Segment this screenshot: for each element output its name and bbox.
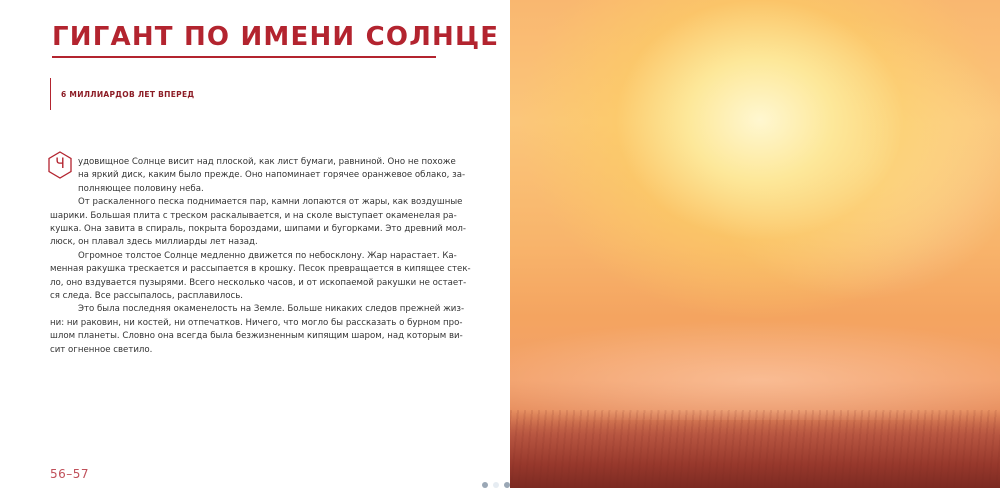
text-line: полняющее половину неба. (78, 183, 204, 194)
text-line: шлом планеты. Словно она всегда была безжизненным кипящим шаром, над которым ви- (50, 331, 463, 342)
carousel-dot[interactable] (482, 482, 488, 488)
title-underline (52, 56, 436, 58)
dropcap-letter: Ч (55, 156, 65, 172)
carousel-dot-active[interactable] (493, 482, 499, 488)
text-line: От раскаленного песка поднимается пар, камни лопаются от жары, как воздушные (78, 197, 463, 208)
page-number: 56–57 (50, 467, 90, 481)
illustration-sun-desert (510, 0, 1000, 488)
text-line: сит огненное светило. (50, 344, 153, 355)
text-line: менная ракушка трескается и рассыпается в крошку. Песок превращается в кипящее стек- (50, 264, 471, 275)
text-line: шарики. Большая плита с треском раскалывается, и на сколе выступает окаменелая ра- (50, 210, 457, 221)
carousel-dots (482, 482, 510, 488)
page-subtitle: 6 МИЛЛИАРДОВ ЛЕТ ВПЕРЕД (61, 89, 195, 99)
text-line: кушка. Она завита в спираль, покрыта бороздами, шипами и бугорками. Это древний мол- (50, 224, 466, 235)
text-line: ся следа. Все рассыпалось, расплавилось. (50, 291, 244, 302)
text-line: на яркий диск, каким было прежде. Оно напоминает горячее оранжевое облако, за- (78, 170, 466, 181)
text-line: ло, оно вздувается пузырями. Всего несколько часов, и от ископаемой ракушки не остает- (50, 277, 467, 288)
text-line: Огромное толстое Солнце медленно движется по небосклону. Жар нарастает. Ка- (78, 250, 457, 261)
illustration-ground (510, 410, 1000, 488)
text-line: удовищное Солнце висит над плоской, как лист бумаги, равниной. Оно не похоже (78, 157, 456, 167)
text-line: Это была последняя окаменелость на Земле. Больше никаких следов прежней жиз- (78, 304, 465, 315)
text-line: люск, он плавал здесь миллиарды лет назад. (50, 237, 258, 248)
subtitle-block (50, 78, 194, 110)
illustration-haze (510, 300, 1000, 420)
carousel-dot[interactable] (504, 482, 510, 488)
body-text (50, 156, 471, 357)
page-title: ГИГАНТ ПО ИМЕНИ СОЛНЦЕ (52, 22, 500, 52)
text-line: ни: ни раковин, ни костей, ни отпечатков. Ничего, что могло бы рассказать о бурном про- (50, 317, 463, 328)
